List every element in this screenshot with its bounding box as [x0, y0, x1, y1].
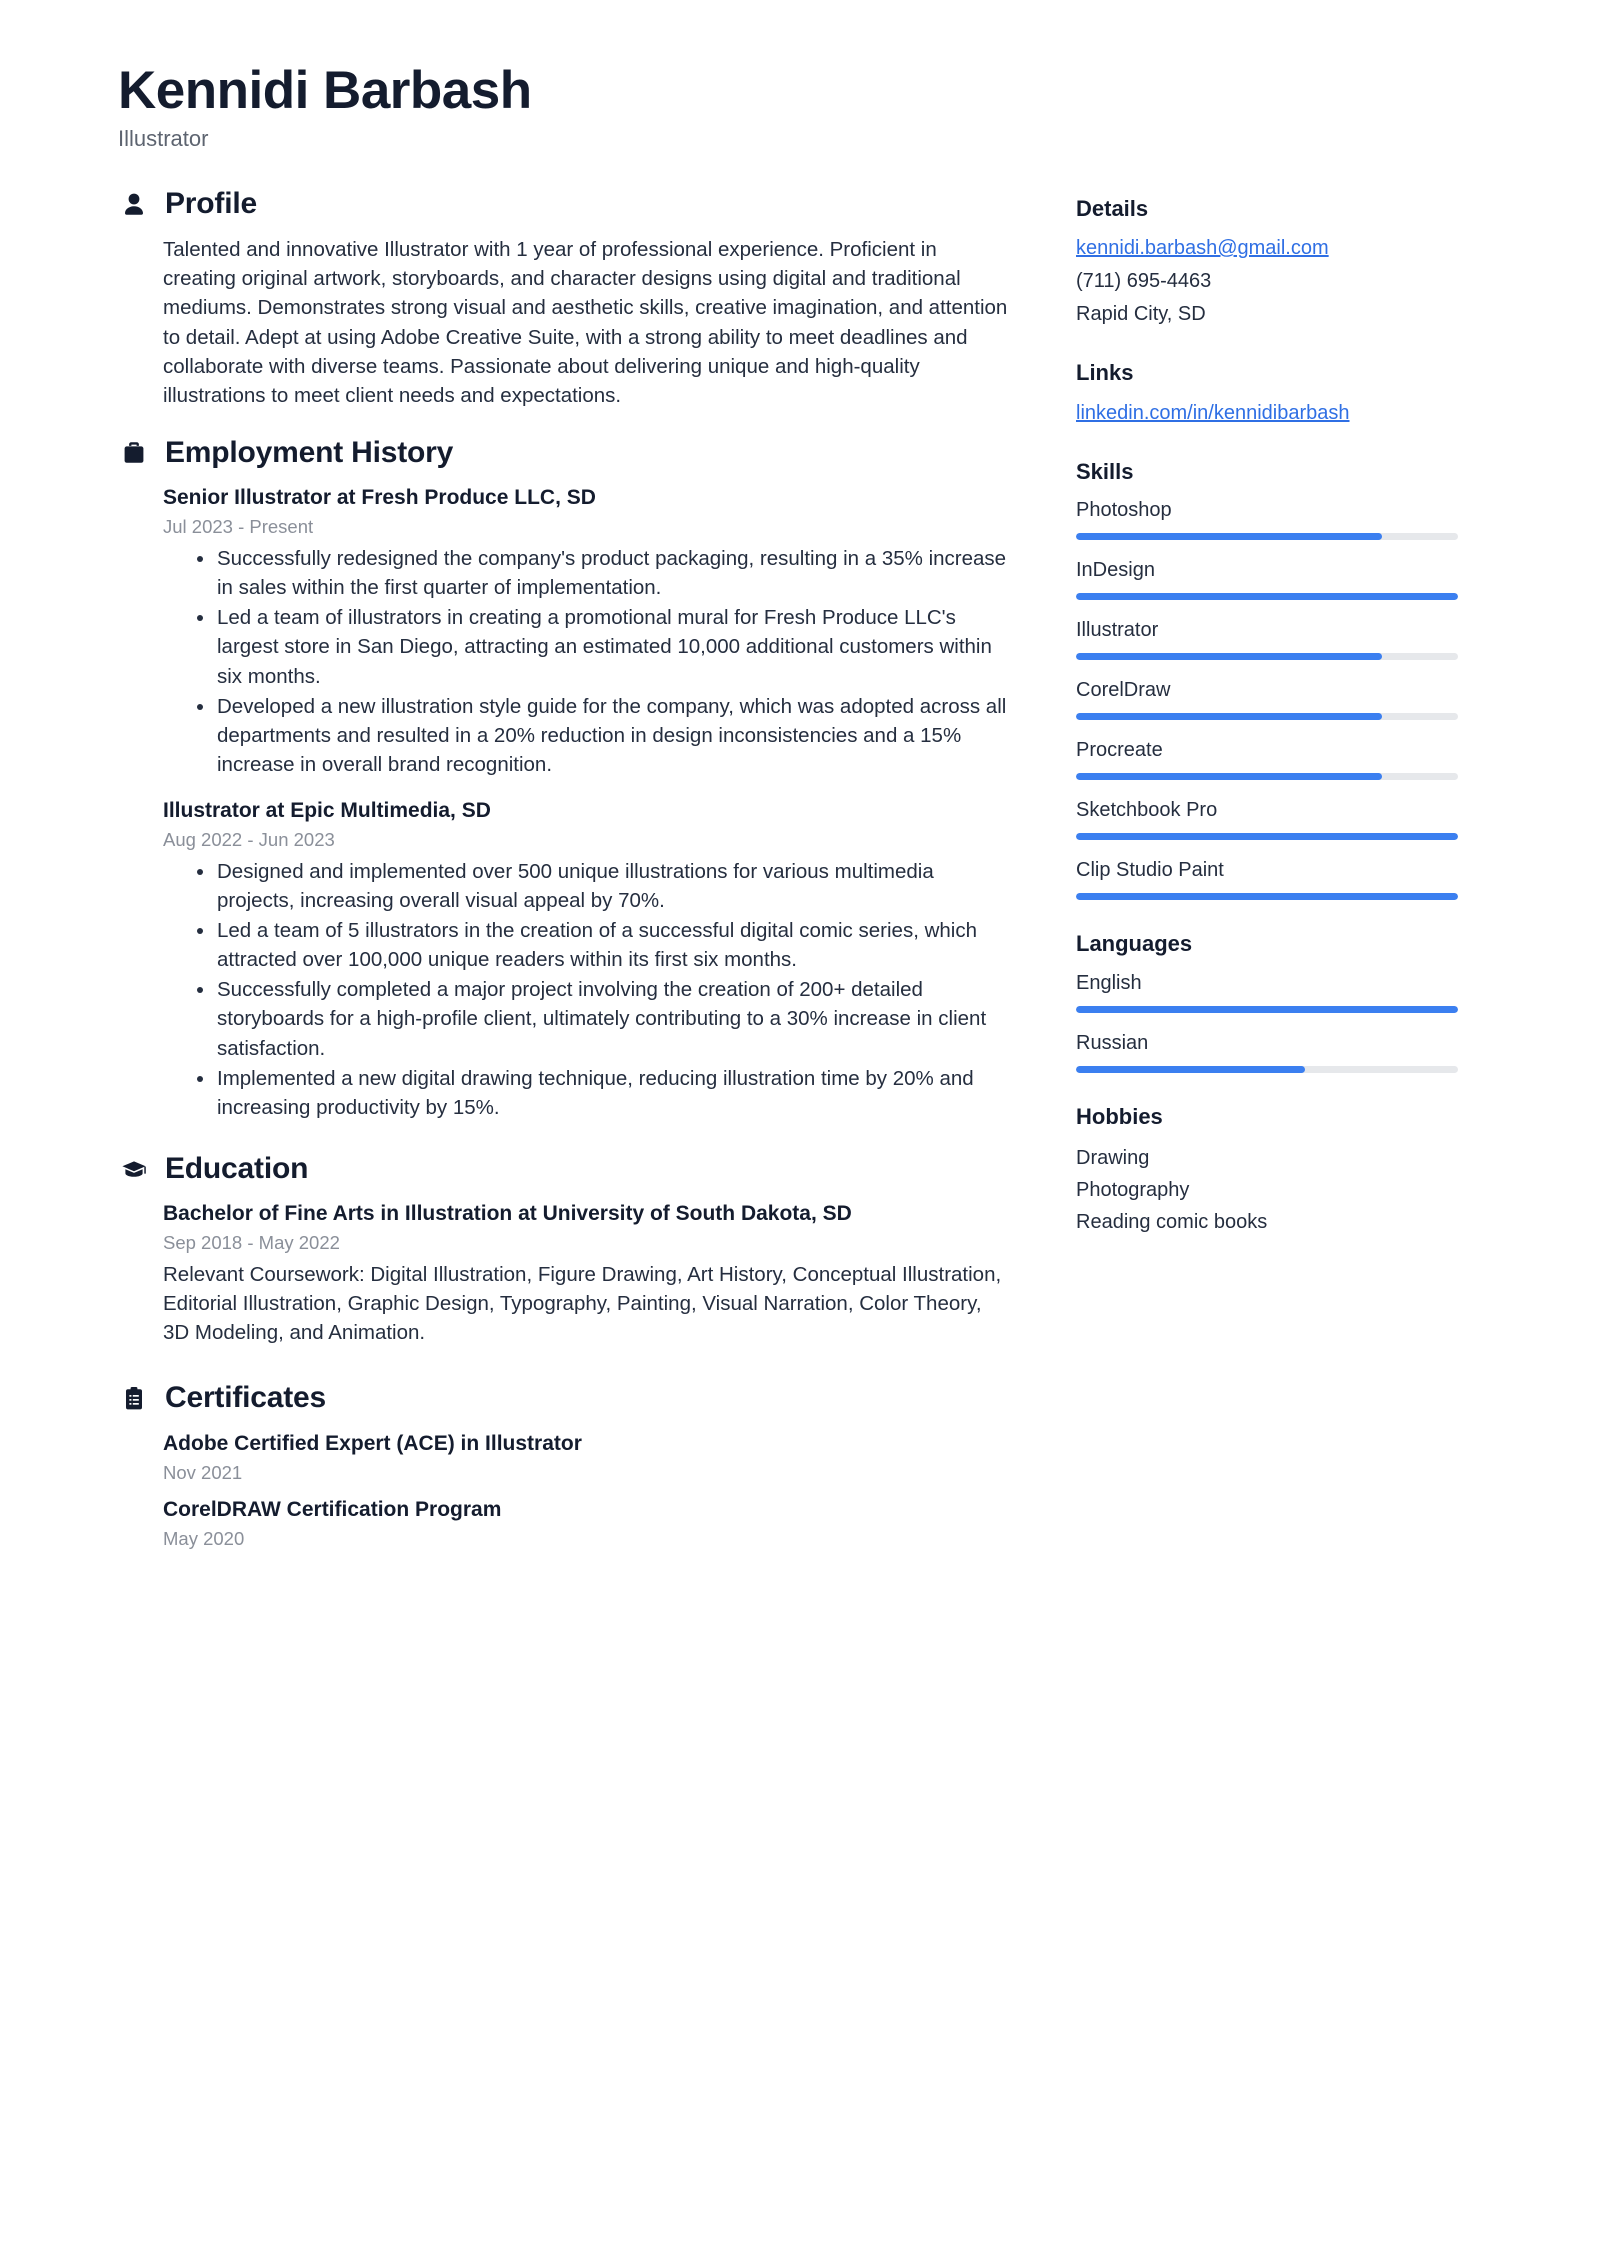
entry-title: CorelDRAW Certification Program: [163, 1497, 502, 1521]
skill-item: [1076, 856, 1458, 900]
entry-title: Senior Illustrator at Fresh Produce LLC, SD: [163, 486, 596, 510]
entry-date: May 2020: [163, 1527, 245, 1549]
sidebar-block-skills: [1076, 458, 1458, 901]
section-title-certificates: Certificates: [165, 1381, 327, 1415]
main-column: [118, 187, 1008, 1566]
language-label: Russian: [1076, 1032, 1149, 1055]
list-item: Designed and implemented over 500 unique illustrations for various multimedia projects, increasing overall visual appeal by 70%.: [193, 857, 1008, 915]
skill-meter-track: [1076, 773, 1458, 780]
sidebar-block-languages: [1076, 930, 1458, 1073]
entry-title: Adobe Certified Expert (ACE) in Illustrator: [163, 1431, 582, 1455]
skill-label: CorelDraw: [1076, 679, 1171, 702]
skill-item: [1076, 676, 1458, 720]
skill-meter-fill: [1076, 713, 1382, 720]
language-meter-fill: [1076, 1066, 1305, 1073]
language-meter-track: [1076, 1066, 1458, 1073]
employment-entry: [163, 797, 1008, 1122]
user-icon: [120, 189, 148, 219]
skill-meter-fill: [1076, 893, 1458, 900]
skill-meter-fill: [1076, 533, 1382, 540]
list-item: Implemented a new digital drawing technique, reducing illustration time by 20% and increasing productivity by 15%.: [193, 1064, 1008, 1122]
section-title-education: Education: [165, 1151, 309, 1185]
section-header-employment: [118, 436, 1008, 471]
entry-title: Bachelor of Fine Arts in Illustration at University of South Dakota, SD: [163, 1202, 852, 1226]
skill-meter-track: [1076, 713, 1458, 720]
section-employment-history: [118, 436, 1008, 1122]
skill-meter-fill: [1076, 773, 1382, 780]
skill-meter-fill: [1076, 593, 1458, 600]
briefcase-icon: [120, 438, 148, 468]
list-item: Developed a new illustration style guide for the company, which was adopted across all departments and resulted in a 20% reduction in design inconsistencies and a 15% increase in overall brand recognition.: [193, 692, 1008, 779]
linkedin-link[interactable]: linkedin.com/in/kennidibarbash: [1076, 401, 1350, 424]
section-header-certificates: [118, 1381, 1008, 1416]
skill-label: Procreate: [1076, 739, 1163, 762]
skill-label: Illustrator: [1076, 619, 1159, 642]
section-title-employment: Employment History: [165, 435, 454, 469]
profile-summary-text: Talented and innovative Illustrator with 1 year of professional experience. Proficient in creating original artwork, storyboards, and character designs using digital and traditional mediums. Demonstrates strong visual and aesthetic skills, creative imagination, and attention to detail. Adept at using Adobe Creative Suite, with a strong ability to meet deadlines and collaborate with diverse teams. Passionate about delivering unique and high-quality illustrations to meet client needs and expectations.: [163, 238, 1008, 407]
skill-meter-fill: [1076, 833, 1458, 840]
skill-item: [1076, 496, 1458, 540]
certificate-entry: [163, 1496, 1008, 1552]
skill-meter-track: [1076, 533, 1458, 540]
sidebar-title-hobbies: Hobbies: [1076, 1104, 1163, 1130]
entry-bullet-list: [163, 544, 1008, 779]
clipboard-icon: [120, 1384, 148, 1414]
education-entry: [163, 1200, 1008, 1347]
skill-label: Photoshop: [1076, 499, 1172, 522]
sidebar-column: [1076, 187, 1458, 1269]
entry-title: Illustrator at Epic Multimedia, SD: [163, 799, 491, 823]
sidebar-block-details: [1076, 195, 1458, 330]
section-title-profile: Profile: [165, 186, 257, 220]
skill-meter-fill: [1076, 653, 1382, 660]
phone-text: (711) 695-4463: [1076, 270, 1212, 293]
list-item: Successfully redesigned the company's product packaging, resulting in a 35% increase in sales within the first quarter of implementation.: [193, 544, 1008, 602]
skill-item: [1076, 736, 1458, 780]
job-title-subtitle: Illustrator: [118, 126, 209, 152]
hobby-item: Reading comic books: [1076, 1211, 1268, 1234]
section-body-profile: [118, 235, 1008, 410]
sidebar-title-languages: Languages: [1076, 931, 1193, 957]
sidebar-title-links: Links: [1076, 360, 1134, 386]
skill-meter-track: [1076, 833, 1458, 840]
language-meter-fill: [1076, 1006, 1458, 1013]
section-body-education: [118, 1200, 1008, 1347]
sidebar-title-details: Details: [1076, 195, 1149, 221]
hobby-item: Drawing: [1076, 1146, 1150, 1169]
resume-header: [118, 62, 1482, 153]
skill-item: [1076, 616, 1458, 660]
skill-label: Sketchbook Pro: [1076, 799, 1218, 822]
list-item: Led a team of illustrators in creating a promotional mural for Fresh Produce LLC's largest store in San Diego, attracting an estimated 10,000 additional customers within six months.: [193, 603, 1008, 690]
skill-meter-track: [1076, 653, 1458, 660]
language-item: [1076, 969, 1458, 1013]
list-item: Successfully completed a major project involving the creation of 200+ detailed storyboards for a high-profile client, ultimately contributing to a 30% increase in client satisfaction.: [193, 975, 1008, 1062]
skill-item: [1076, 556, 1458, 600]
certificate-entry: [163, 1430, 1008, 1486]
skill-item: [1076, 796, 1458, 840]
sidebar-block-links: [1076, 359, 1458, 428]
location-text: Rapid City, SD: [1076, 303, 1206, 326]
section-body-employment: [118, 484, 1008, 1121]
skill-label: InDesign: [1076, 559, 1155, 582]
section-profile: [118, 187, 1008, 410]
email-link[interactable]: kennidi.barbash@gmail.com: [1076, 237, 1329, 260]
entry-date: Sep 2018 - May 2022: [163, 1232, 340, 1254]
language-label: English: [1076, 972, 1142, 995]
section-header-profile: [118, 187, 1008, 222]
section-certificates: [118, 1381, 1008, 1551]
sidebar-title-skills: Skills: [1076, 458, 1134, 484]
entry-bullet-list: [163, 857, 1008, 1122]
page-title: Kennidi Barbash: [118, 61, 532, 120]
entry-date: Jul 2023 - Present: [163, 516, 314, 538]
entry-date: Aug 2022 - Jun 2023: [163, 828, 335, 850]
sidebar-block-hobbies: [1076, 1103, 1458, 1239]
employment-entry: [163, 484, 1008, 779]
language-item: [1076, 1029, 1458, 1073]
language-meter-track: [1076, 1006, 1458, 1013]
graduation-cap-icon: [120, 1154, 148, 1184]
skill-label: Clip Studio Paint: [1076, 859, 1224, 882]
section-body-certificates: [118, 1430, 1008, 1552]
hobby-item: Photography: [1076, 1179, 1190, 1202]
skill-meter-track: [1076, 593, 1458, 600]
entry-date: Nov 2021: [163, 1461, 243, 1483]
section-header-education: [118, 1152, 1008, 1187]
skill-meter-track: [1076, 893, 1458, 900]
list-item: Led a team of 5 illustrators in the creation of a successful digital comic series, which attracted over 100,000 unique readers within its first six months.: [193, 916, 1008, 974]
entry-description: Relevant Coursework: Digital Illustration, Figure Drawing, Art History, Conceptual Illustration, Editorial Illustration, Graphic Design, Typography, Painting, Visual Narration, Color Theory, 3D Modeling, and Animation.: [163, 1263, 1002, 1345]
resume-columns: [118, 187, 1482, 1566]
section-education: [118, 1152, 1008, 1348]
